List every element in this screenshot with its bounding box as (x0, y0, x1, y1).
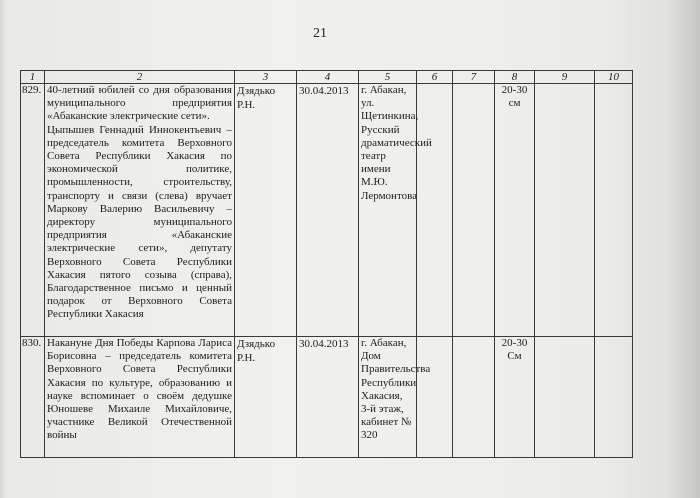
entry-size: 20-30 см (495, 84, 535, 337)
header-cell: 10 (595, 71, 633, 84)
entry-author: Дзядько Р.Н. (235, 337, 297, 458)
entry-author: Дзядько Р.Н. (235, 84, 297, 337)
description-paragraph: 40-летний юбилей со дня образования муниципального предприятия «Абаканские электрические сети». (47, 84, 232, 123)
entry-place: г. Абакан, ул. Щетинкина, Русский драматический театр имени М.Ю. Лермонтова (359, 84, 417, 337)
header-cell: 1 (21, 71, 45, 84)
entry-col10 (595, 84, 633, 337)
header-cell: 9 (535, 71, 595, 84)
entry-number: 830. (21, 337, 45, 458)
entry-col9 (535, 84, 595, 337)
entry-description (45, 84, 235, 337)
page-edge-shade (0, 0, 6, 498)
header-cell: 3 (235, 71, 297, 84)
description-paragraph: Цыпышев Геннадий Иннокентьевич – председатель комитета Верховного Совета Республики Хакасия по экономической политике, промышленности, строительству, транспорту и связи (слева) вручает Маркову Валерию Васильевичу – директору муниципального предприятия «Абаканские электрические сети», депутату Верховного Совета Республики Хакасия пятого созыва (справа), Благодарственное письмо и ценный подарок от Верховного Совета Республики Хакасия (47, 123, 232, 321)
entry-number: 829. (21, 84, 45, 337)
entry-size: 20-30 См (495, 337, 535, 458)
page-number: 21 (313, 26, 327, 41)
table-row (21, 84, 633, 337)
entry-col7 (453, 337, 495, 458)
header-cell: 2 (45, 71, 235, 84)
entry-col6 (417, 84, 453, 337)
entry-date: 30.04.2013 (297, 337, 359, 458)
entry-col6 (417, 337, 453, 458)
page-right-shadow (666, 0, 700, 498)
entry-col7 (453, 84, 495, 337)
header-cell: 5 (359, 71, 417, 84)
entry-date: 30.04.2013 (297, 84, 359, 337)
catalog-table (20, 70, 633, 458)
header-cell: 4 (297, 71, 359, 84)
entry-place: г. Абакан, Дом Правительства Республики Хакасия, 3-й этаж, кабинет № 320 (359, 337, 417, 458)
header-cell: 7 (453, 71, 495, 84)
entry-col10 (595, 337, 633, 458)
header-cell: 8 (495, 71, 535, 84)
header-cell: 6 (417, 71, 453, 84)
header-row (21, 71, 633, 84)
description-paragraph: Накануне Дня Победы Карпова Лариса Борисовна – председатель комитета Верховного Совета Республики Хакасия по культуре, образованию и науке вспоминает о своём дедушке Юношеве Михаиле Михайловиче, участнике Великой Отечественной войны (47, 337, 232, 442)
entry-description (45, 337, 235, 458)
entry-col9 (535, 337, 595, 458)
table-row (21, 337, 633, 458)
